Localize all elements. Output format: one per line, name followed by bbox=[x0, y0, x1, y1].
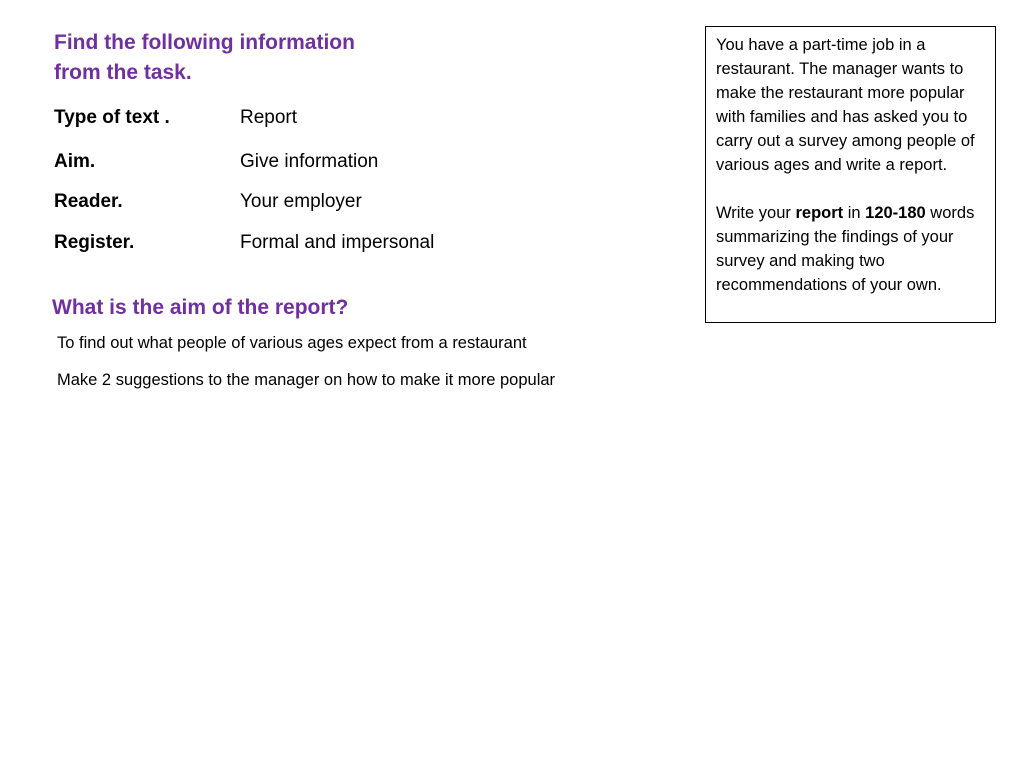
task-text: in bbox=[843, 204, 866, 222]
task-emphasis-word-count: 120-180 bbox=[865, 204, 926, 222]
answer-line-1: To find out what people of various ages expect from a restaurant bbox=[57, 334, 527, 352]
info-label: Aim. bbox=[54, 151, 96, 172]
info-label: Type of text . bbox=[54, 107, 170, 128]
info-value: Formal and impersonal bbox=[240, 232, 435, 253]
aim-question: What is the aim of the report? bbox=[52, 296, 349, 319]
info-label: Register. bbox=[54, 232, 135, 253]
task-box bbox=[705, 26, 996, 323]
task-paragraph-2 bbox=[716, 201, 985, 297]
answer-line-2: Make 2 suggestions to the manager on how to make it more popular bbox=[57, 371, 556, 389]
task-text: words summarizing the findings of your survey and making two recommendations of your own. bbox=[716, 204, 975, 294]
heading-line-2: from the task. bbox=[54, 61, 192, 84]
task-text: Write your bbox=[716, 204, 796, 222]
info-label: Reader. bbox=[54, 191, 123, 212]
page-heading bbox=[54, 28, 414, 88]
info-value: Give information bbox=[240, 151, 379, 172]
heading-line-1: Find the following information bbox=[54, 31, 355, 54]
info-value: Your employer bbox=[240, 191, 362, 212]
info-value: Report bbox=[240, 107, 298, 128]
task-emphasis-report: report bbox=[795, 204, 844, 222]
task-paragraph-1: You have a part-time job in a restaurant. The manager wants to make the restaurant more popular with families and has asked you to carry out a survey among people of various ages and write a report. bbox=[716, 36, 975, 174]
